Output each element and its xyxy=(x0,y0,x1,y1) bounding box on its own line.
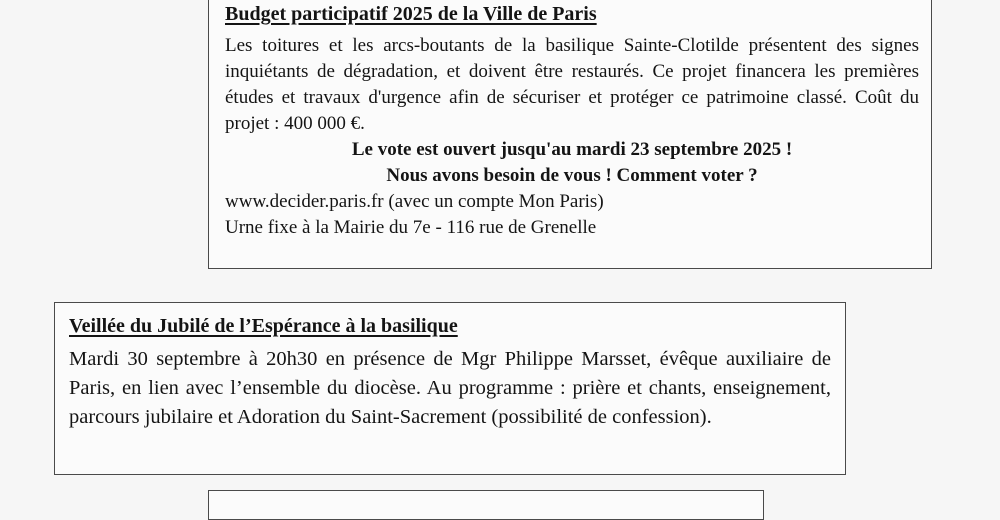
next-section-box xyxy=(208,490,764,520)
budget-description: Les toitures et les arcs-boutants de la basilique Sainte-Clotilde présentent des signes inquiétants de dégradation, et doivent être restaurés. Ce projet financera les premières études et travaux d'urgence afin de sécuriser et protéger ce patrimoine classé. Coût du projet : 400 000 €. xyxy=(225,35,919,134)
veillee-description: Mardi 30 septembre à 20h30 en présence de Mgr Philippe Marsset, évêque auxiliaire de Paris, en lien avec l’ensemble du diocèse. Au programme : prière et chants, enseignement, parcours jubilaire et Adoration du Saint-Sacrement (possibilité de confession). xyxy=(69,348,831,428)
veillee-jubile-box xyxy=(54,302,846,475)
veillee-title: Veillée du Jubilé de l’Espérance à la basilique xyxy=(69,315,458,337)
budget-title: Budget participatif 2025 de la Ville de Paris xyxy=(225,3,597,25)
call-to-action: Nous avons besoin de vous ! Comment voter ? xyxy=(386,165,758,186)
ballot-box-option: Urne fixe à la Mairie du 7e - 116 rue de Grenelle xyxy=(225,217,597,238)
budget-participatif-box xyxy=(208,0,932,269)
vote-deadline: Le vote est ouvert jusqu'au mardi 23 septembre 2025 ! xyxy=(351,139,793,160)
online-vote-option: www.decider.paris.fr (avec un compte Mon Paris) xyxy=(225,191,604,212)
